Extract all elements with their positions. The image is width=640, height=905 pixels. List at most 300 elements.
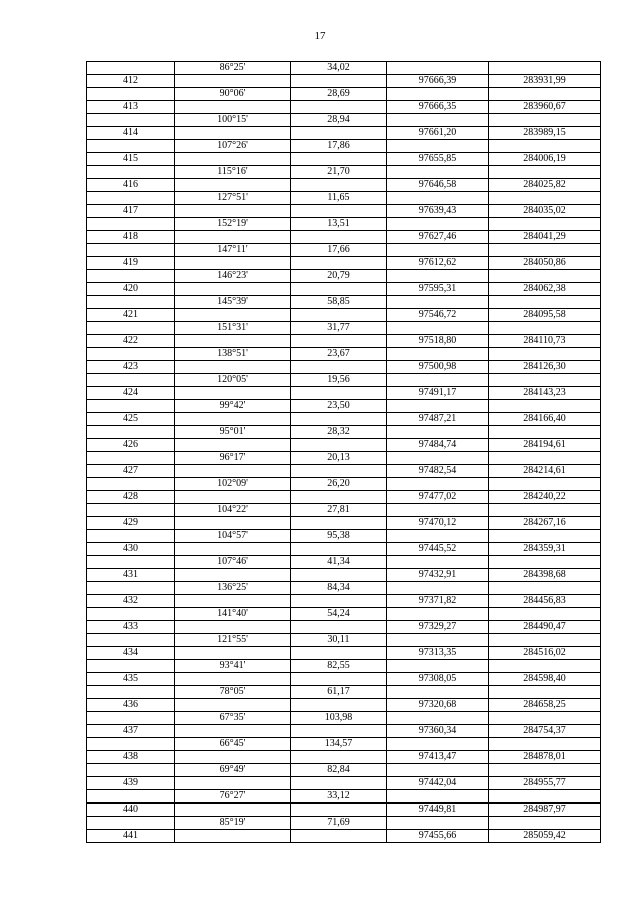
angle-cell [175,413,291,426]
point-row [87,517,601,530]
y-coordinate-cell [489,244,601,257]
segment-row [87,530,601,543]
length-cell [291,647,387,660]
x-coordinate-cell: 97308,05 [387,673,489,686]
y-coordinate-cell: 284658,25 [489,699,601,712]
x-coordinate-cell: 97655,85 [387,153,489,166]
length-cell: 28,32 [291,426,387,439]
x-coordinate-cell [387,192,489,205]
length-cell: 20,79 [291,270,387,283]
point-id-cell: 440 [87,803,175,817]
length-cell [291,517,387,530]
segment-row [87,244,601,257]
angle-cell: 121°55' [175,634,291,647]
x-coordinate-cell [387,686,489,699]
segment-row [87,192,601,205]
x-coordinate-cell [387,114,489,127]
point-row [87,283,601,296]
length-cell [291,75,387,88]
point-id-cell [87,817,175,830]
point-id-cell [87,244,175,257]
segment-row [87,114,601,127]
length-cell [291,830,387,843]
point-row [87,205,601,218]
x-coordinate-cell [387,426,489,439]
angle-cell: 96°17' [175,452,291,465]
angle-cell: 66°45' [175,738,291,751]
angle-cell [175,361,291,374]
angle-cell [175,673,291,686]
angle-cell [175,543,291,556]
y-coordinate-cell [489,634,601,647]
segment-row [87,608,601,621]
length-cell [291,595,387,608]
angle-cell: 127°51' [175,192,291,205]
segment-row [87,634,601,647]
angle-cell [175,205,291,218]
angle-cell: 86°25' [175,62,291,75]
point-id-cell: 416 [87,179,175,192]
point-row [87,647,601,660]
y-coordinate-cell: 284240,22 [489,491,601,504]
x-coordinate-cell [387,764,489,777]
angle-cell: 100°15' [175,114,291,127]
angle-cell [175,127,291,140]
length-cell: 27,81 [291,504,387,517]
point-id-cell [87,166,175,179]
point-id-cell: 424 [87,387,175,400]
length-cell: 20,13 [291,452,387,465]
point-id-cell [87,452,175,465]
y-coordinate-cell: 284095,58 [489,309,601,322]
point-row [87,257,601,270]
x-coordinate-cell [387,556,489,569]
length-cell: 19,56 [291,374,387,387]
point-id-cell: 419 [87,257,175,270]
length-cell [291,127,387,140]
angle-cell [175,283,291,296]
y-coordinate-cell: 284754,37 [489,725,601,738]
segment-row [87,166,601,179]
point-row [87,387,601,400]
length-cell [291,569,387,582]
y-coordinate-cell: 283960,67 [489,101,601,114]
angle-cell [175,830,291,843]
length-cell: 23,67 [291,348,387,361]
angle-cell: 136°25' [175,582,291,595]
point-row [87,75,601,88]
angle-cell: 104°22' [175,504,291,517]
point-id-cell [87,348,175,361]
y-coordinate-cell: 284006,19 [489,153,601,166]
angle-cell: 145°39' [175,296,291,309]
segment-row [87,426,601,439]
angle-cell [175,101,291,114]
y-coordinate-cell: 284025,82 [489,179,601,192]
x-coordinate-cell: 97455,66 [387,830,489,843]
point-row [87,439,601,452]
length-cell: 41,34 [291,556,387,569]
length-cell [291,491,387,504]
y-coordinate-cell: 284955,77 [489,777,601,790]
x-coordinate-cell: 97320,68 [387,699,489,712]
y-coordinate-cell: 284598,40 [489,673,601,686]
length-cell: 28,94 [291,114,387,127]
angle-cell: 104°57' [175,530,291,543]
angle-cell: 99°42' [175,400,291,413]
length-cell [291,465,387,478]
angle-cell: 152°19' [175,218,291,231]
y-coordinate-cell [489,686,601,699]
length-cell [291,413,387,426]
x-coordinate-cell [387,400,489,413]
point-row [87,179,601,192]
length-cell [291,153,387,166]
point-row [87,491,601,504]
x-coordinate-cell [387,712,489,725]
x-coordinate-cell [387,608,489,621]
point-row [87,569,601,582]
coordinates-table [86,61,601,843]
y-coordinate-cell: 284987,97 [489,803,601,817]
length-cell: 21,70 [291,166,387,179]
segment-row [87,348,601,361]
length-cell [291,179,387,192]
point-id-cell: 418 [87,231,175,244]
x-coordinate-cell [387,296,489,309]
point-id-cell: 421 [87,309,175,322]
x-coordinate-cell [387,374,489,387]
y-coordinate-cell: 284126,30 [489,361,601,374]
length-cell [291,231,387,244]
point-row [87,751,601,764]
y-coordinate-cell [489,140,601,153]
angle-cell: 85°19' [175,817,291,830]
y-coordinate-cell: 284359,31 [489,543,601,556]
segment-row [87,556,601,569]
point-id-cell: 436 [87,699,175,712]
angle-cell [175,803,291,817]
point-row [87,621,601,634]
y-coordinate-cell [489,530,601,543]
point-row [87,335,601,348]
x-coordinate-cell [387,322,489,335]
point-id-cell [87,270,175,283]
x-coordinate-cell: 97442,04 [387,777,489,790]
length-cell [291,335,387,348]
segment-row [87,322,601,335]
point-id-cell [87,738,175,751]
y-coordinate-cell: 284166,40 [489,413,601,426]
length-cell: 95,38 [291,530,387,543]
segment-row [87,686,601,699]
point-id-cell [87,634,175,647]
segment-row [87,738,601,751]
length-cell: 33,12 [291,790,387,804]
x-coordinate-cell: 97477,02 [387,491,489,504]
x-coordinate-cell [387,738,489,751]
point-id-cell: 414 [87,127,175,140]
point-id-cell: 431 [87,569,175,582]
x-coordinate-cell [387,660,489,673]
angle-cell [175,491,291,504]
segment-row [87,660,601,673]
length-cell: 34,02 [291,62,387,75]
y-coordinate-cell [489,738,601,751]
x-coordinate-cell [387,244,489,257]
x-coordinate-cell: 97666,39 [387,75,489,88]
point-id-cell: 432 [87,595,175,608]
angle-cell: 147°11' [175,244,291,257]
x-coordinate-cell: 97491,17 [387,387,489,400]
x-coordinate-cell [387,88,489,101]
x-coordinate-cell: 97518,80 [387,335,489,348]
point-id-cell: 415 [87,153,175,166]
x-coordinate-cell: 97661,20 [387,127,489,140]
point-id-cell [87,556,175,569]
point-id-cell [87,478,175,491]
point-row [87,413,601,426]
angle-cell: 115°16' [175,166,291,179]
y-coordinate-cell: 284035,02 [489,205,601,218]
point-id-cell: 439 [87,777,175,790]
point-id-cell [87,374,175,387]
y-coordinate-cell [489,582,601,595]
angle-cell [175,777,291,790]
y-coordinate-cell [489,478,601,491]
angle-cell: 146°23' [175,270,291,283]
point-id-cell [87,582,175,595]
angle-cell [175,725,291,738]
segment-row [87,296,601,309]
y-coordinate-cell [489,400,601,413]
y-coordinate-cell: 284062,38 [489,283,601,296]
angle-cell: 76°27' [175,790,291,804]
y-coordinate-cell [489,660,601,673]
x-coordinate-cell [387,504,489,517]
angle-cell [175,517,291,530]
y-coordinate-cell [489,218,601,231]
y-coordinate-cell: 285059,42 [489,830,601,843]
y-coordinate-cell [489,348,601,361]
point-row [87,231,601,244]
angle-cell [175,153,291,166]
y-coordinate-cell [489,322,601,335]
x-coordinate-cell [387,478,489,491]
point-id-cell: 438 [87,751,175,764]
point-id-cell [87,140,175,153]
segment-row [87,400,601,413]
point-id-cell [87,322,175,335]
length-cell [291,725,387,738]
x-coordinate-cell [387,62,489,75]
x-coordinate-cell: 97484,74 [387,439,489,452]
length-cell [291,439,387,452]
length-cell: 84,34 [291,582,387,595]
angle-cell: 107°26' [175,140,291,153]
segment-row [87,452,601,465]
angle-cell: 120°05' [175,374,291,387]
length-cell: 103,98 [291,712,387,725]
angle-cell: 90°06' [175,88,291,101]
angle-cell: 141°40' [175,608,291,621]
length-cell: 134,57 [291,738,387,751]
point-id-cell: 435 [87,673,175,686]
y-coordinate-cell: 284110,73 [489,335,601,348]
point-id-cell: 413 [87,101,175,114]
x-coordinate-cell: 97482,54 [387,465,489,478]
length-cell: 26,20 [291,478,387,491]
length-cell [291,257,387,270]
point-row [87,830,601,843]
y-coordinate-cell: 284143,23 [489,387,601,400]
y-coordinate-cell: 284050,86 [489,257,601,270]
x-coordinate-cell: 97329,27 [387,621,489,634]
y-coordinate-cell [489,114,601,127]
angle-cell [175,465,291,478]
point-id-cell [87,426,175,439]
y-coordinate-cell: 283989,15 [489,127,601,140]
x-coordinate-cell: 97470,12 [387,517,489,530]
angle-cell [175,751,291,764]
point-row [87,127,601,140]
length-cell [291,283,387,296]
x-coordinate-cell: 97627,46 [387,231,489,244]
point-row [87,153,601,166]
x-coordinate-cell [387,817,489,830]
segment-row [87,88,601,101]
point-id-cell: 441 [87,830,175,843]
angle-cell [175,387,291,400]
point-id-cell: 430 [87,543,175,556]
point-id-cell: 427 [87,465,175,478]
point-id-cell: 433 [87,621,175,634]
y-coordinate-cell [489,504,601,517]
length-cell [291,751,387,764]
y-coordinate-cell [489,452,601,465]
point-id-cell [87,712,175,725]
length-cell: 13,51 [291,218,387,231]
point-id-cell [87,764,175,777]
x-coordinate-cell [387,166,489,179]
coordinates-table-body [87,62,601,843]
length-cell: 31,77 [291,322,387,335]
angle-cell [175,595,291,608]
y-coordinate-cell [489,608,601,621]
length-cell: 82,55 [291,660,387,673]
point-id-cell [87,218,175,231]
point-id-cell: 423 [87,361,175,374]
y-coordinate-cell [489,374,601,387]
point-id-cell [87,660,175,673]
point-id-cell [87,192,175,205]
segment-row [87,374,601,387]
segment-row [87,712,601,725]
x-coordinate-cell: 97360,34 [387,725,489,738]
x-coordinate-cell: 97487,21 [387,413,489,426]
x-coordinate-cell: 97313,35 [387,647,489,660]
segment-row [87,140,601,153]
segment-row [87,817,601,830]
x-coordinate-cell: 97666,35 [387,101,489,114]
angle-cell [175,257,291,270]
length-cell [291,101,387,114]
angle-cell [175,647,291,660]
point-id-cell [87,790,175,804]
y-coordinate-cell [489,817,601,830]
y-coordinate-cell [489,88,601,101]
y-coordinate-cell: 284041,29 [489,231,601,244]
point-row [87,101,601,114]
point-id-cell: 417 [87,205,175,218]
segment-row [87,270,601,283]
angle-cell [175,699,291,712]
x-coordinate-cell [387,140,489,153]
point-id-cell: 437 [87,725,175,738]
x-coordinate-cell [387,348,489,361]
x-coordinate-cell: 97546,72 [387,309,489,322]
y-coordinate-cell: 284194,61 [489,439,601,452]
length-cell: 58,85 [291,296,387,309]
page-number: 17 [314,30,326,42]
angle-cell [175,179,291,192]
y-coordinate-cell: 284267,16 [489,517,601,530]
length-cell [291,543,387,556]
y-coordinate-cell: 284398,68 [489,569,601,582]
y-coordinate-cell [489,764,601,777]
x-coordinate-cell [387,530,489,543]
angle-cell: 67°35' [175,712,291,725]
point-id-cell: 429 [87,517,175,530]
length-cell: 28,69 [291,88,387,101]
length-cell [291,205,387,218]
y-coordinate-cell [489,62,601,75]
length-cell: 54,24 [291,608,387,621]
angle-cell: 107°46' [175,556,291,569]
point-id-cell [87,114,175,127]
y-coordinate-cell [489,270,601,283]
x-coordinate-cell [387,634,489,647]
x-coordinate-cell: 97371,82 [387,595,489,608]
length-cell: 82,84 [291,764,387,777]
angle-cell [175,569,291,582]
x-coordinate-cell: 97445,52 [387,543,489,556]
length-cell [291,673,387,686]
point-row [87,465,601,478]
angle-cell [175,621,291,634]
x-coordinate-cell [387,452,489,465]
x-coordinate-cell [387,790,489,804]
point-id-cell: 412 [87,75,175,88]
angle-cell [175,309,291,322]
x-coordinate-cell: 97449,81 [387,803,489,817]
x-coordinate-cell: 97646,58 [387,179,489,192]
point-row [87,777,601,790]
point-id-cell [87,400,175,413]
angle-cell: 102°09' [175,478,291,491]
y-coordinate-cell [489,166,601,179]
x-coordinate-cell [387,270,489,283]
length-cell: 11,65 [291,192,387,205]
angle-cell: 78°05' [175,686,291,699]
point-row [87,803,601,817]
point-id-cell [87,88,175,101]
point-row [87,725,601,738]
y-coordinate-cell [489,426,601,439]
length-cell: 23,50 [291,400,387,413]
y-coordinate-cell: 284516,02 [489,647,601,660]
length-cell [291,387,387,400]
